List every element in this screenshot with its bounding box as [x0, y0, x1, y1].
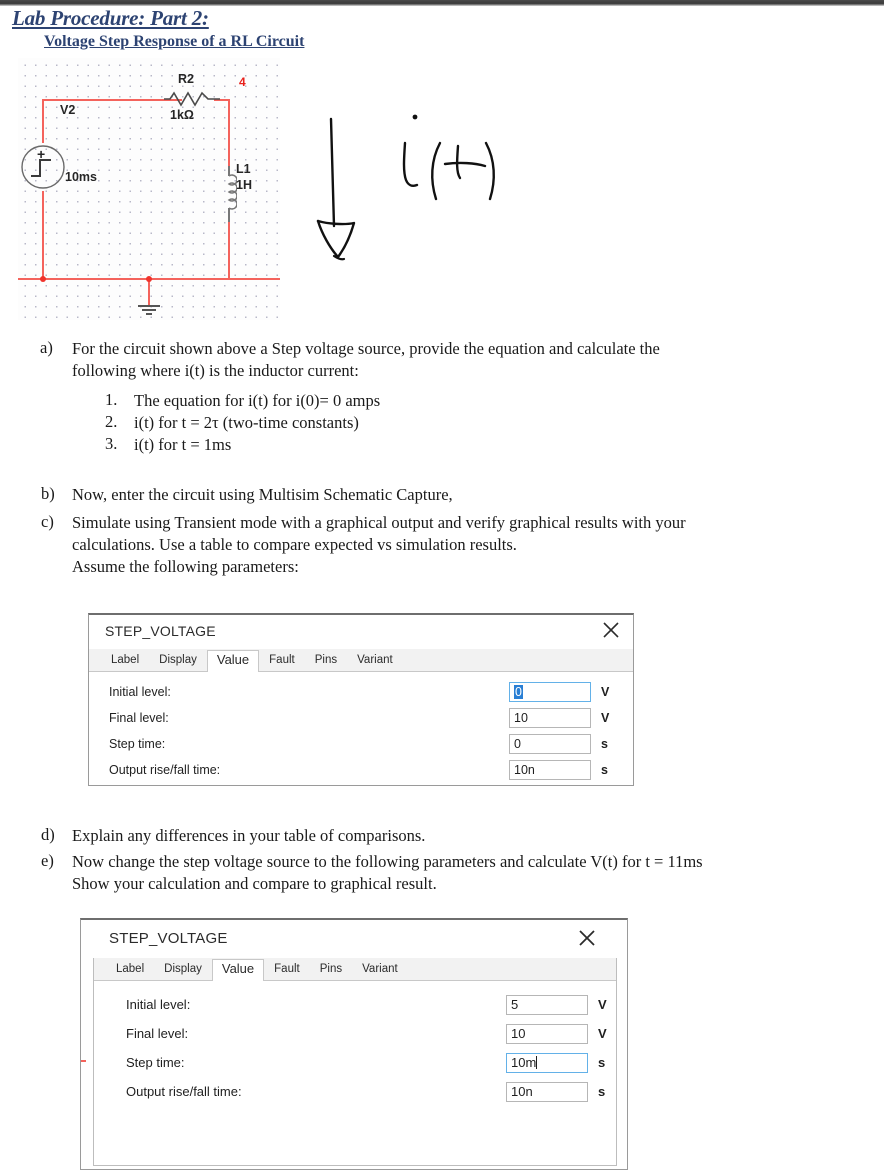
field-row-final-level: [94, 1019, 616, 1048]
dialog-2-tabstrip: [94, 958, 616, 981]
step-voltage-dialog-2[interactable]: [80, 918, 628, 1170]
wire-right-upper: [228, 99, 230, 169]
dialog-1-tabstrip: [89, 649, 633, 672]
wire-top-left: [42, 99, 182, 101]
item-marker-a: a): [40, 338, 53, 357]
node-dot-left: [40, 276, 46, 282]
field-row-step-time: [94, 1048, 616, 1077]
item-e-line-1: Now change the step voltage source to the following parameters and calculate V(t) for t = 11ms: [72, 852, 703, 871]
item-a-line-2: following where i(t) is the inductor current:: [72, 361, 359, 380]
inductor-value: 1H: [236, 178, 252, 192]
source-value: 10ms: [65, 170, 97, 184]
source-polarity: +: [37, 146, 46, 162]
item-a-sub-text-3: i(t) for t = 1ms: [134, 435, 232, 454]
field-row-rise-fall-time: [89, 757, 633, 783]
label-step-time: Step time:: [126, 1055, 185, 1070]
input-final-level[interactable]: 10: [506, 1024, 588, 1044]
label-final-level: Final level:: [126, 1026, 189, 1041]
item-c-line-3: Assume the following parameters:: [72, 557, 299, 576]
dialog-1-header: [89, 615, 633, 649]
item-c-line-2: calculations. Use a table to compare expected vs simulation results.: [72, 535, 517, 554]
tab-pins[interactable]: Pins: [319, 963, 343, 975]
node-number-label: 4: [239, 75, 246, 89]
unit-initial-level: V: [598, 997, 607, 1012]
field-row-final-level: [89, 705, 633, 731]
input-final-level[interactable]: 10: [509, 708, 591, 728]
item-a-sub-marker-1: 1.: [105, 390, 118, 409]
input-rise-fall-time[interactable]: 10n: [506, 1082, 588, 1102]
text-caret: [536, 1056, 537, 1069]
input-initial-level[interactable]: 5: [506, 995, 588, 1015]
unit-rise-fall-time: s: [598, 1084, 606, 1099]
item-a-sub-text-2: i(t) for t = 2τ (two-time constants): [134, 413, 359, 432]
circuit-schematic: [18, 58, 280, 320]
field-row-rise-fall-time: [94, 1077, 616, 1106]
tab-label[interactable]: Label: [116, 963, 145, 975]
unit-step-time: s: [598, 1055, 606, 1070]
wire-ground-stub: [148, 278, 150, 306]
schematic-wire-fragment: [80, 1060, 86, 1062]
field-row-initial-level: [94, 990, 616, 1019]
item-marker-d: d): [41, 825, 55, 844]
handwritten-annotation: [300, 100, 520, 275]
dialog-2-body: [94, 981, 616, 1116]
node-dot-ground: [146, 276, 152, 282]
tab-value[interactable]: Value: [207, 650, 259, 672]
item-b-line-1: Now, enter the circuit using Multisim Schematic Capture,: [72, 485, 453, 504]
dialog-1-body: [89, 672, 633, 786]
tab-fault[interactable]: Fault: [274, 963, 300, 975]
label-rise-fall-time: Output rise/fall time:: [109, 763, 221, 777]
resistor-ref: R2: [178, 72, 194, 86]
it-handwritten-text: [404, 115, 494, 199]
resistor-value: 1kΩ: [170, 108, 194, 122]
inductor-symbol: [221, 166, 237, 222]
field-row-initial-level: [89, 679, 633, 705]
tab-value[interactable]: Value: [212, 959, 264, 981]
tab-fault[interactable]: Fault: [269, 654, 295, 666]
item-a-sub-text-1: The equation for i(t) for i(0)= 0 amps: [134, 391, 381, 410]
close-icon[interactable]: [601, 620, 621, 640]
down-arrow-icon: [318, 119, 354, 259]
unit-initial-level: V: [601, 685, 610, 699]
label-initial-level: Initial level:: [109, 685, 171, 699]
label-step-time: Step time:: [109, 737, 166, 751]
ground-symbol: [136, 304, 162, 318]
label-rise-fall-time: Output rise/fall time:: [126, 1084, 242, 1099]
unit-step-time: s: [601, 737, 608, 751]
dialog-2-title: STEP_VOLTAGE: [109, 930, 228, 947]
close-icon[interactable]: [577, 928, 597, 948]
tab-display[interactable]: Display: [164, 963, 202, 975]
item-a-sub-marker-3: 3.: [105, 434, 118, 453]
input-step-time[interactable]: 0: [509, 734, 591, 754]
wire-left-lower: [42, 191, 44, 279]
input-step-time-value: 10m: [511, 1055, 537, 1070]
wire-left-upper: [42, 99, 44, 143]
input-initial-level-value: 0: [515, 685, 522, 699]
item-a-sub-marker-2: 2.: [105, 412, 118, 431]
handwriting-strokes: [300, 100, 520, 270]
item-c-line-1: Simulate using Transient mode with a graphical output and verify graphical results with your: [72, 513, 686, 532]
item-e-line-2: Show your calculation and compare to graphical result.: [72, 874, 437, 893]
wire-right-lower: [228, 218, 230, 279]
tab-display[interactable]: Display: [159, 654, 197, 666]
label-final-level: Final level:: [109, 711, 169, 725]
field-row-step-time: [89, 731, 633, 757]
label-initial-level: Initial level:: [126, 997, 191, 1012]
input-rise-fall-time[interactable]: 10n: [509, 760, 591, 780]
page-subtitle: Voltage Step Response of a RL Circuit: [44, 33, 305, 50]
item-marker-c: c): [41, 512, 54, 531]
tab-pins[interactable]: Pins: [314, 654, 338, 666]
unit-final-level: V: [601, 711, 610, 725]
item-marker-b: b): [41, 484, 55, 503]
page-title: Lab Procedure: Part 2:: [12, 6, 209, 30]
dialog-2-header: [81, 920, 627, 958]
unit-rise-fall-time: s: [601, 763, 608, 777]
step-voltage-dialog-1[interactable]: [88, 613, 634, 786]
item-d-line-1: Explain any differences in your table of comparisons.: [72, 826, 426, 845]
tab-variant[interactable]: Variant: [357, 654, 393, 666]
item-a-line-1: For the circuit shown above a Step voltage source, provide the equation and calculate the: [72, 339, 660, 358]
inductor-ref: L1: [236, 162, 251, 176]
unit-final-level: V: [598, 1026, 607, 1041]
source-ref: V2: [60, 103, 76, 117]
tab-label[interactable]: Label: [111, 654, 140, 666]
item-marker-e: e): [41, 851, 54, 870]
tab-variant[interactable]: Variant: [362, 963, 398, 975]
input-initial-level[interactable]: [509, 682, 591, 702]
input-step-time[interactable]: [506, 1053, 588, 1073]
dialog-1-title: STEP_VOLTAGE: [105, 623, 216, 639]
resistor-symbol: [164, 90, 220, 108]
